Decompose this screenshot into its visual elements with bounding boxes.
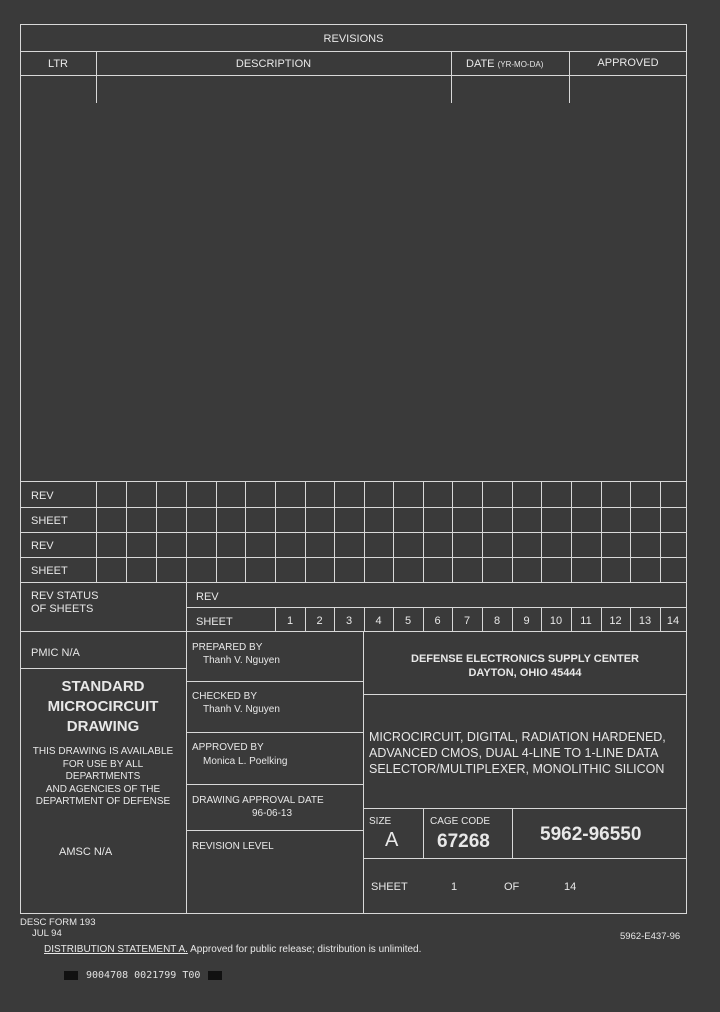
sheet-number-10: 10: [549, 615, 563, 627]
cage-code-value: 67268: [437, 831, 490, 852]
supply-center-line1: DEFENSE ELECTRONICS SUPPLY CENTER: [411, 653, 639, 665]
sheet-number-3: 3: [345, 615, 353, 627]
grid-col-line: [393, 481, 394, 582]
distribution-label: DISTRIBUTION STATEMENT A.: [44, 944, 188, 955]
grid-col-line: [541, 481, 542, 582]
sheet-number-5: 5: [404, 615, 412, 627]
prepared-label: PREPARED BY: [192, 642, 263, 653]
rev-status-rev-label: REV: [196, 591, 219, 603]
col-date: [466, 58, 543, 71]
grid-col-line: [423, 481, 424, 582]
grid-col-line: [571, 481, 572, 582]
form-date: JUL 94: [32, 928, 62, 939]
of-value: 14: [564, 881, 577, 893]
supply-center: [363, 652, 687, 680]
standard-line1: STANDARD: [61, 678, 145, 695]
approval-date-label: DRAWING APPROVAL DATE: [192, 795, 324, 806]
avail-line3: DEPARTMENTS: [65, 771, 141, 782]
prepared-name: Thanh V. Nguyen: [203, 655, 280, 666]
col-approved: APPROVED: [597, 57, 659, 69]
sheet-number-9: 9: [523, 615, 530, 627]
title-line3: SELECTOR/MULTIPLEXER, MONOLITHIC SILICON: [369, 762, 665, 776]
of-label: OF: [504, 881, 520, 893]
sheet-number-11: 11: [580, 615, 592, 627]
grid-col-line: [660, 481, 661, 582]
distribution-statement: [44, 943, 421, 956]
amsc-label: AMSC N/A: [59, 846, 113, 858]
pmic-label: PMIC N/A: [31, 647, 80, 659]
sheet-number-12: 12: [609, 615, 622, 627]
standard-line2: MICROCIRCUIT: [47, 698, 159, 715]
size-value: A: [385, 829, 399, 851]
drawing-title: [369, 729, 666, 777]
rev-status-line2: OF SHEETS: [31, 603, 94, 615]
grid-col-line: [512, 481, 513, 582]
revision-level-label: REVISION LEVEL: [192, 841, 274, 852]
barcode-block-left: [64, 971, 78, 980]
grid-col-line: [156, 481, 157, 582]
grid-col-line: [364, 481, 365, 582]
col-date-format: (YR-MO-DA): [497, 60, 544, 69]
approved-label: APPROVED BY: [192, 742, 264, 753]
supply-center-line2: DAYTON, OHIO 45444: [468, 667, 582, 679]
checked-name: Thanh V. Nguyen: [203, 704, 280, 715]
avail-line1: THIS DRAWING IS AVAILABLE: [32, 746, 174, 757]
size-label: SIZE: [369, 816, 392, 827]
avail-line4: AND AGENCIES OF THE: [45, 783, 161, 795]
avail-line2: FOR USE BY ALL: [62, 758, 144, 770]
drawing-number: 5962-96550: [540, 824, 642, 845]
grid-col-line: [452, 481, 453, 582]
col-description: DESCRIPTION: [235, 58, 312, 70]
grid-col-line: [245, 481, 246, 582]
sheet-label: SHEET: [371, 881, 408, 893]
form-number: DESC FORM 193: [20, 917, 96, 928]
checked-label: CHECKED BY: [192, 691, 258, 702]
rev-status-sheet-label: SHEET: [196, 616, 233, 628]
sheet-number-2: 2: [316, 615, 323, 627]
grid-col-line: [186, 481, 187, 582]
sheet-value: 1: [451, 881, 458, 893]
grid-col-line: [216, 481, 217, 582]
approval-date: 96-06-13: [252, 808, 293, 819]
rev-status-line1: REV STATUS: [31, 590, 99, 602]
approved-name: Monica L. Poelking: [203, 756, 288, 767]
grid-col-line: [601, 481, 602, 582]
cage-code-label: CAGE CODE: [430, 816, 491, 827]
grid-col-line: [275, 481, 276, 582]
sheet-number-13: 13: [638, 615, 652, 627]
form-code: 5962-E437-96: [620, 931, 681, 942]
sheet-number-8: 8: [493, 615, 501, 627]
grid-col-line: [334, 481, 335, 582]
avail-line5: DEPARTMENT OF DEFENSE: [35, 796, 171, 807]
grid-col-line: [96, 481, 97, 582]
sheet-number-7: 7: [463, 615, 471, 627]
sheet-number-14: 14: [666, 615, 680, 627]
col-date-label: DATE: [466, 58, 495, 70]
grid-col-line: [482, 481, 483, 582]
distribution-text: Approved for public release; distribution is unlimited.: [190, 944, 422, 955]
barcode-line: [64, 970, 222, 981]
grid-col-line: [630, 481, 631, 582]
grid-row-sheet-1: SHEET: [31, 515, 68, 527]
sheet-number-1: 1: [286, 615, 294, 627]
sheet-number-4: 4: [375, 615, 382, 627]
barcode-block-right: [208, 971, 222, 980]
barcode-text: 9004708 0021799 T00: [86, 970, 201, 981]
sheet-number-6: 6: [434, 615, 441, 627]
grid-row-rev-2: REV: [31, 540, 54, 552]
grid-row-rev-1: REV: [31, 490, 54, 502]
rev-status-label: [31, 590, 98, 616]
grid-col-line: [305, 481, 306, 582]
title-line2: ADVANCED CMOS, DUAL 4-LINE TO 1-LINE DATA: [369, 746, 659, 760]
title-line1: MICROCIRCUIT, DIGITAL, RADIATION HARDENED,: [369, 730, 666, 744]
standard-line3: DRAWING: [66, 718, 140, 735]
grid-row-sheet-2: SHEET: [31, 565, 68, 577]
grid-col-line: [126, 481, 127, 582]
revisions-title: REVISIONS: [323, 33, 384, 45]
col-ltr: LTR: [48, 58, 68, 70]
standard-block: [20, 677, 186, 809]
